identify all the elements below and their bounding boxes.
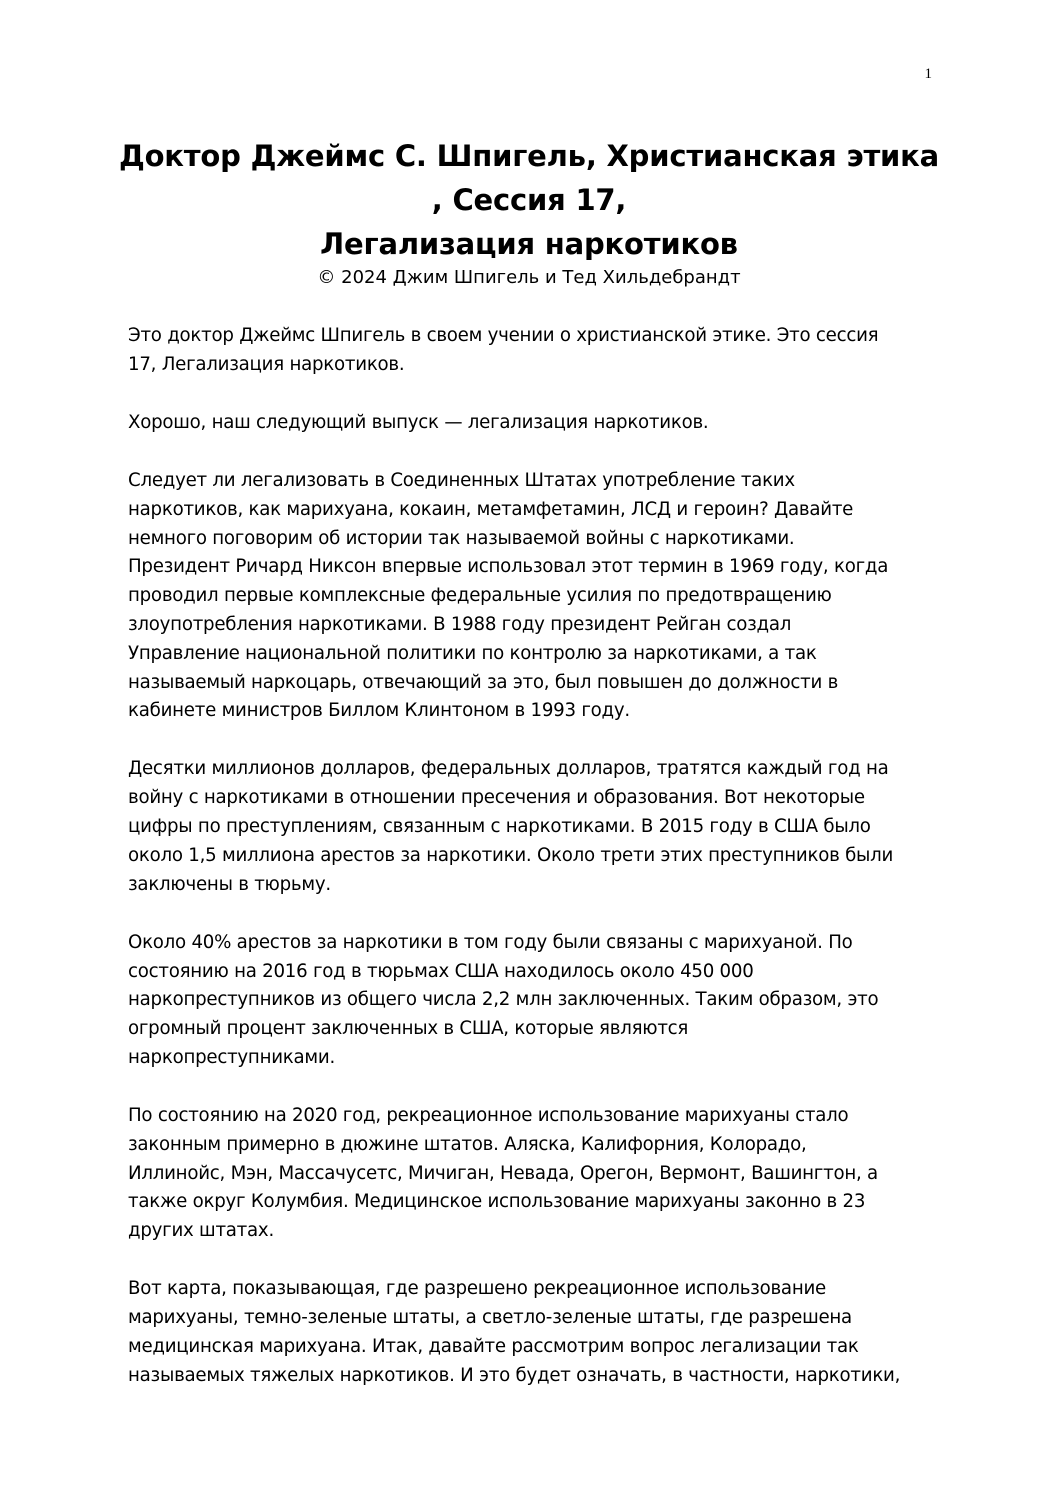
text-line: злоупотребления наркотиками. В 1988 году президент Рейган создал: [128, 613, 792, 635]
paragraph-legal-states: [128, 1102, 928, 1246]
paragraph-map-description: [128, 1275, 928, 1390]
text-line: немного поговорим об истории так называемой войны с наркотиками.: [128, 527, 795, 549]
copyright-notice: © 2024 Джим Шпигель и Тед Хильдебрандт: [317, 267, 741, 288]
text-line: медицинская марихуана. Итак, давайте рассмотрим вопрос легализации так: [128, 1335, 859, 1357]
text-line: кабинете министров Биллом Клинтоном в 1993 году.: [128, 700, 630, 722]
text-line: около 1,5 миллиона арестов за наркотики. Около трети этих преступников были: [128, 844, 894, 866]
text-line: Это доктор Джеймс Шпигель в своем учении о христианской этике. Это сессия: [128, 325, 879, 346]
text-line: Следует ли легализовать в Соединенных Штатах употребление таких: [128, 469, 795, 491]
paragraph-marijuana-arrests: [128, 929, 928, 1073]
text-line: По состоянию на 2020 год, рекреационное использование марихуаны стало: [128, 1105, 849, 1127]
paragraph-history: [128, 467, 928, 726]
text-line: Вот карта, показывающая, где разрешено рекреационное использование: [128, 1278, 826, 1300]
paragraph-intro: [128, 322, 928, 380]
text-line: проводил первые комплексные федеральные усилия по предотвращению: [128, 585, 832, 607]
text-line: также округ Колумбия. Медицинское использование марихуаны законно в 23: [128, 1191, 866, 1213]
document-title-line-2: , Сессия 17,: [431, 183, 627, 217]
text-line: марихуаны, темно-зеленые штаты, а светло-зеленые штаты, где разрешена: [128, 1307, 852, 1329]
text-line: заключены в тюрьму.: [128, 873, 331, 895]
text-line: других штатах.: [128, 1220, 274, 1242]
text-line: Иллинойс, Мэн, Массачусетс, Мичиган, Невада, Орегон, Вермонт, Вашингтон, а: [128, 1162, 878, 1184]
text-line: называемый наркоцарь, отвечающий за это, был повышен до должности в: [128, 671, 839, 693]
text-line: Президент Ричард Никсон впервые использовал этот термин в 1969 году, когда: [128, 556, 889, 578]
text-line: Управление национальной политики по контролю за наркотиками, а так: [128, 642, 817, 664]
text-line: войну с наркотиками в отношении пресечения и образования. Вот некоторые: [128, 787, 865, 809]
text-line: состоянию на 2016 год в тюрьмах США находилось около 450 000: [128, 960, 754, 982]
page-number: 1: [924, 66, 932, 82]
text-line: Около 40% арестов за наркотики в том году были связаны с марихуаной. По: [128, 931, 853, 953]
document-title-line-1: Доктор Джеймс С. Шпигель, Христианская этика: [118, 139, 940, 173]
document-title-line-3: Легализация наркотиков: [320, 227, 738, 261]
text-line: наркотиков, как марихуана, кокаин, метамфетамин, ЛСД и героин? Давайте: [128, 498, 854, 520]
text-line: законным примерно в дюжине штатов. Аляска, Калифорния, Колорадо,: [128, 1133, 807, 1155]
text-line: огромный процент заключенных в США, которые являются: [128, 1018, 689, 1040]
paragraph-statistics: [128, 755, 928, 899]
text-line: наркопреступников из общего числа 2,2 млн заключенных. Таким образом, это: [128, 989, 879, 1011]
text-line: наркопреступниками.: [128, 1046, 335, 1068]
text-line: 17, Легализация наркотиков.: [128, 353, 405, 375]
document-body: [128, 322, 928, 1420]
text-line: цифры по преступлениям, связанным с наркотиками. В 2015 году в США было: [128, 816, 871, 838]
text-line: Хорошо, наш следующий выпуск — легализация наркотиков.: [128, 411, 709, 433]
text-line: называемых тяжелых наркотиков. И это будет означать, в частности, наркотики,: [128, 1364, 901, 1386]
document-header: [100, 134, 958, 290]
text-line: Десятки миллионов долларов, федеральных долларов, тратятся каждый год на: [128, 758, 889, 780]
paragraph-topic: [128, 409, 928, 438]
